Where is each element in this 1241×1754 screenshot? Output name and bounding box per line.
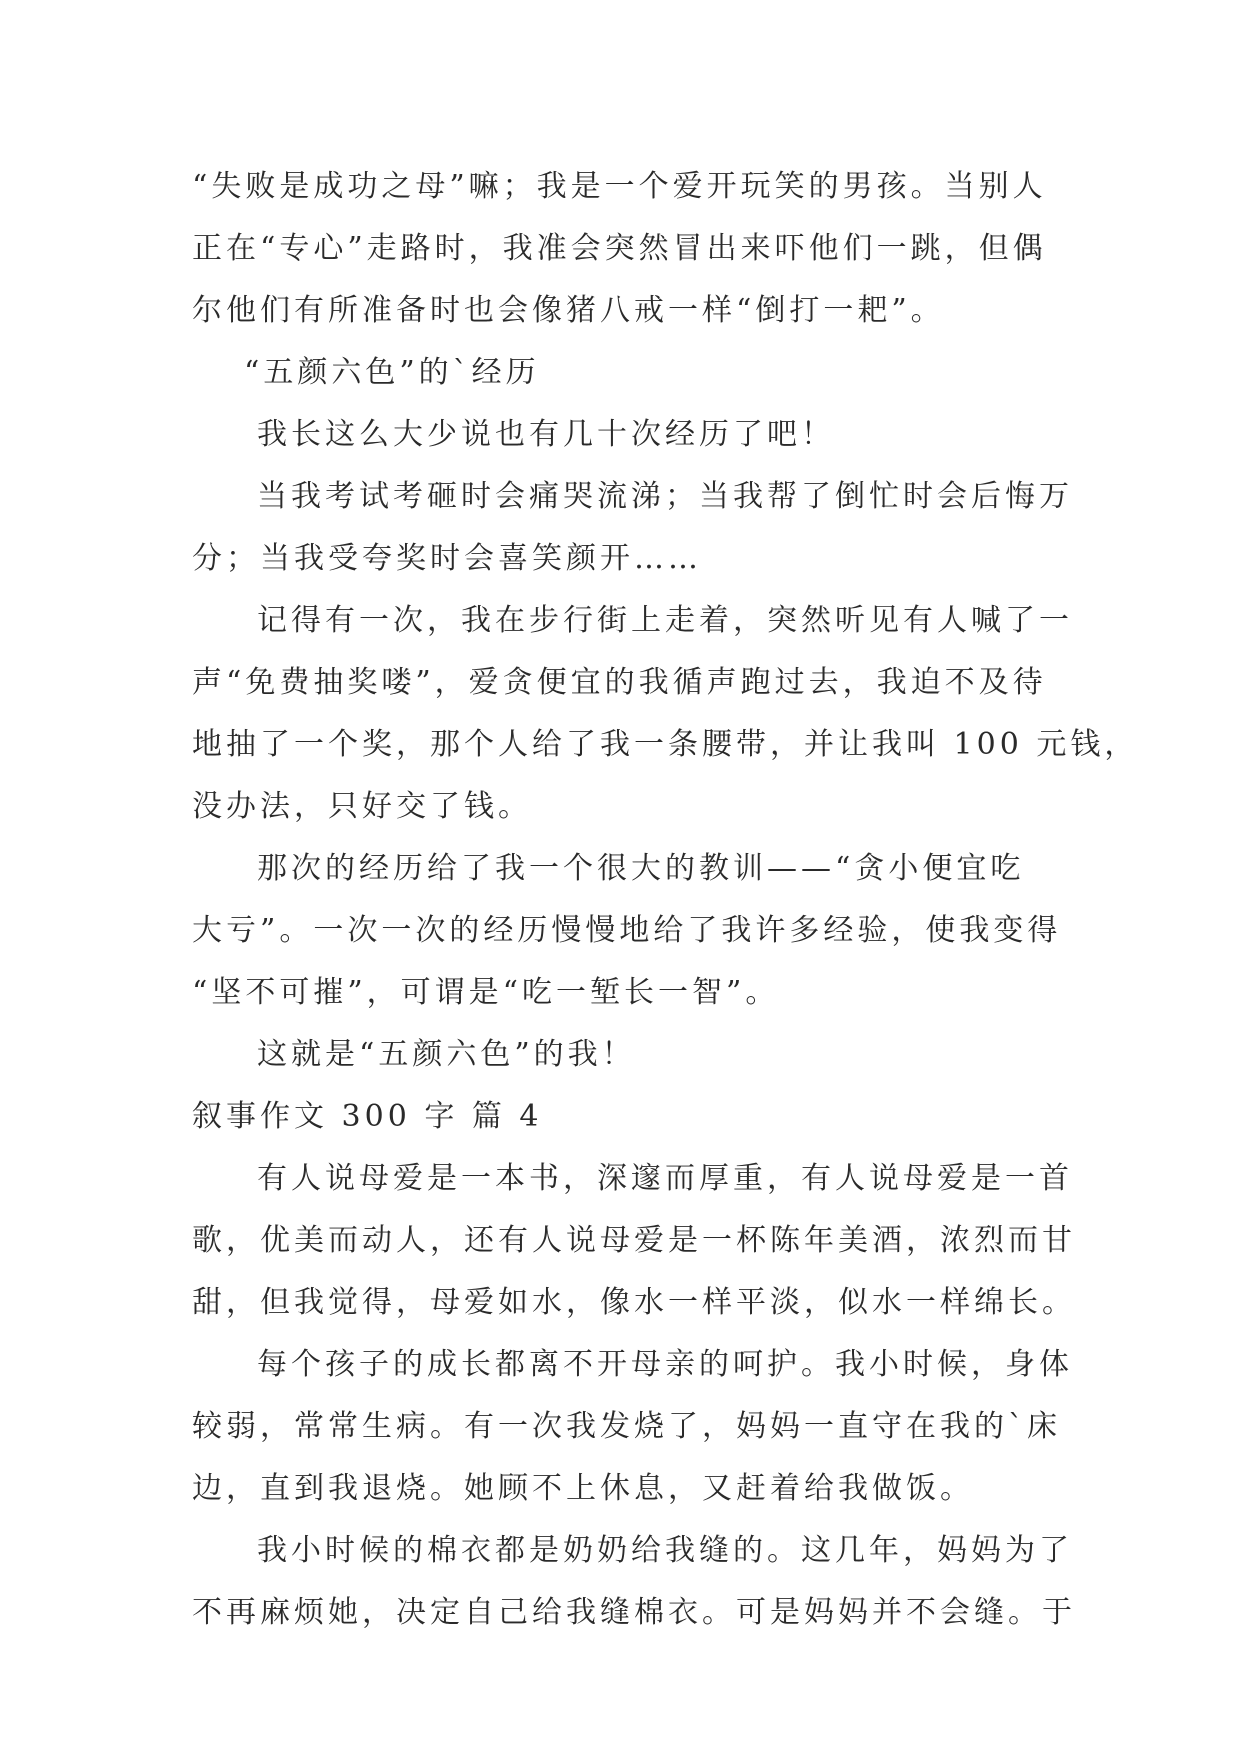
text-line: 不再麻烦她，决定自己给我缝棉衣。可是妈妈并不会缝。于 xyxy=(192,1595,1076,1630)
text-line: 那次的经历给了我一个很大的教训——“贪小便宜吃 xyxy=(257,851,1025,886)
text-line: 没办法，只好交了钱。 xyxy=(192,789,532,824)
text-line: “失败是成功之母”嘛；我是一个爱开玩笑的男孩。当别人 xyxy=(192,169,1047,204)
text-line: 这就是“五颜六色”的我！ xyxy=(257,1037,636,1072)
text-line: 地抽了一个奖，那个人给了我一条腰带，并让我叫 100 元钱， xyxy=(192,727,1139,762)
text-line: 当我考试考砸时会痛哭流涕；当我帮了倒忙时会后悔万 xyxy=(257,479,1073,514)
text-line: 分；当我受夸奖时会喜笑颜开…… xyxy=(192,541,702,576)
document-body xyxy=(192,156,1139,1644)
text-line: 声“免费抽奖喽”，爱贪便宜的我循声跑过去，我迫不及待 xyxy=(192,665,1047,700)
text-line: 我小时候的棉衣都是奶奶给我缝的。这几年，妈妈为了 xyxy=(257,1533,1073,1568)
text-line: 歌，优美而动人，还有人说母爱是一杯陈年美酒，浓烈而甘 xyxy=(192,1223,1076,1258)
section-heading: “五颜六色”的`经历 xyxy=(244,355,540,390)
text-line: 有人说母爱是一本书，深邃而厚重，有人说母爱是一首 xyxy=(257,1161,1073,1196)
text-line: 边，直到我退烧。她顾不上休息，又赶着给我做饭。 xyxy=(192,1471,974,1506)
text-line: 记得有一次，我在步行街上走着，突然听见有人喊了一 xyxy=(257,603,1073,638)
text-line: 大亏”。一次一次的经历慢慢地给了我许多经验，使我变得 xyxy=(192,913,1062,948)
text-line: “坚不可摧”，可谓是“吃一堑长一智”。 xyxy=(192,975,780,1010)
text-line: 较弱，常常生病。有一次我发烧了，妈妈一直守在我的`床 xyxy=(192,1409,1061,1444)
text-line: 甜，但我觉得，母爱如水，像水一样平淡，似水一样绵长。 xyxy=(192,1285,1076,1320)
text-line: 每个孩子的成长都离不开母亲的呵护。我小时候，身体 xyxy=(257,1347,1073,1382)
article-title: 叙事作文 300 字 篇 4 xyxy=(192,1099,543,1134)
text-line: 正在“专心”走路时，我准会突然冒出来吓他们一跳，但偶 xyxy=(192,231,1047,266)
text-line: 尔他们有所准备时也会像猪八戒一样“倒打一耙”。 xyxy=(192,293,945,328)
text-line: 我长这么大少说也有几十次经历了吧！ xyxy=(257,417,835,452)
